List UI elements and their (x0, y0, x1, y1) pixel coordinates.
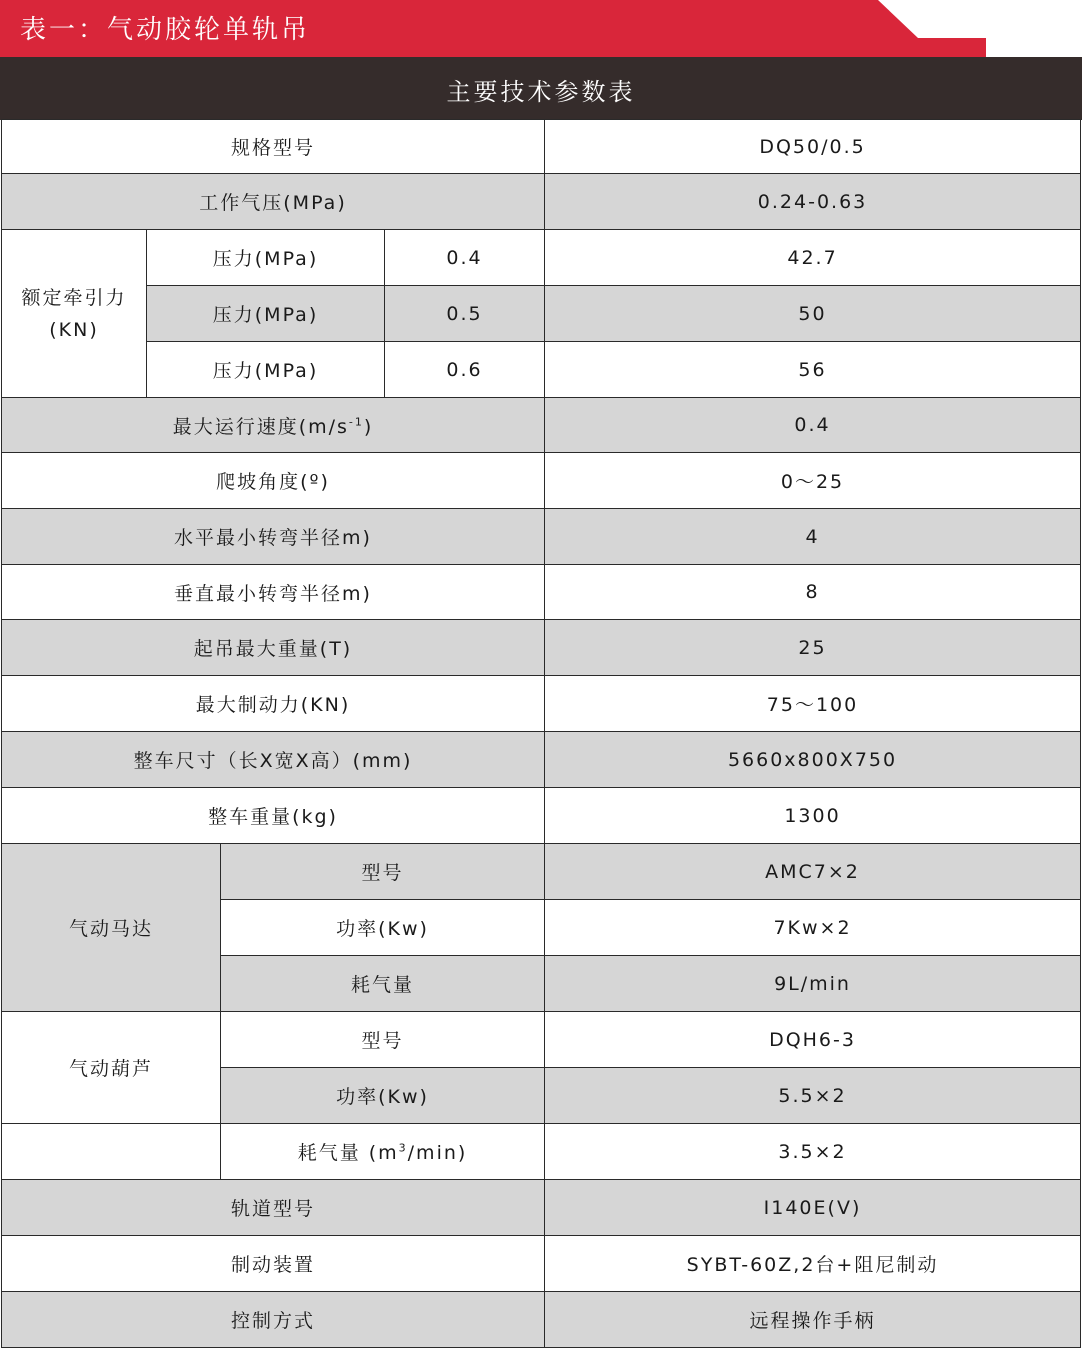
table-row (2, 788, 1081, 844)
row-value: 3.5×2 (545, 1124, 1081, 1180)
table-row (2, 342, 1081, 398)
superscript: -1 (348, 415, 364, 429)
row-label: 工作气压(MPa) (2, 174, 545, 230)
row-value: 5660x800X750 (545, 732, 1081, 788)
row-value: 56 (545, 342, 1081, 398)
row-value: AMC7×2 (545, 844, 1081, 900)
row-value: 1300 (545, 788, 1081, 844)
table-row (2, 286, 1081, 342)
traction-unit: (KN) (49, 318, 99, 341)
row-label: 制动装置 (2, 1236, 545, 1292)
row-label: 压力(MPa) (147, 286, 385, 342)
row-value: SYBT-60Z,2台+阻尼制动 (545, 1236, 1081, 1292)
row-value: 5.5×2 (545, 1068, 1081, 1124)
empty-cell (2, 1124, 221, 1180)
table-row (2, 1180, 1081, 1236)
table-row (2, 1292, 1081, 1348)
row-label: 功率(Kw) (221, 900, 545, 956)
banner-title: 表一：气动胶轮单轨吊 (20, 15, 311, 45)
row-value: 远程操作手柄 (545, 1292, 1081, 1348)
row-label: 整车重量(kg) (2, 788, 545, 844)
row-label: 规格型号 (2, 120, 545, 174)
table-row (2, 676, 1081, 732)
superscript: 3 (398, 1141, 408, 1155)
table-row (2, 1236, 1081, 1292)
row-label: 功率(Kw) (221, 1068, 545, 1124)
row-value: 0.4 (545, 398, 1081, 453)
row-value: DQ50/0.5 (545, 120, 1081, 174)
table-row (2, 398, 1081, 453)
table-row (2, 174, 1081, 230)
row-label: 耗气量 (221, 956, 545, 1012)
row-pressure: 0.4 (385, 230, 545, 286)
table-row (2, 120, 1081, 174)
spec-table (1, 119, 1081, 1348)
row-label: 爬坡角度(º) (2, 453, 545, 509)
row-pressure: 0.6 (385, 342, 545, 398)
table-row (2, 1012, 1081, 1068)
title-banner (0, 0, 986, 57)
row-value: 8 (545, 565, 1081, 620)
table-row (2, 732, 1081, 788)
table-row (2, 620, 1081, 676)
motor-group-label: 气动马达 (2, 844, 221, 1012)
row-label: 型号 (221, 1012, 545, 1068)
row-value: I140E(V) (545, 1180, 1081, 1236)
traction-group-label (2, 230, 147, 398)
row-label: 最大运行速度$(m/s^{-1})$ (2, 398, 545, 453)
row-value: 9L/min (545, 956, 1081, 1012)
table-header: 主要技术参数表 (0, 57, 1082, 120)
row-label: 耗气量 $(m^3/\min)$ (221, 1124, 545, 1180)
table-row (2, 565, 1081, 620)
row-value: 7Kw×2 (545, 900, 1081, 956)
row-value: 42.7 (545, 230, 1081, 286)
row-label: 型号 (221, 844, 545, 900)
row-label: 垂直最小转弯半径m) (2, 565, 545, 620)
hoist-group-label: 气动葫芦 (2, 1012, 221, 1124)
table-row (2, 230, 1081, 286)
row-label: 水平最小转弯半径m) (2, 509, 545, 565)
row-label: 整车尺寸（长X宽X高）(mm) (2, 732, 545, 788)
table-row (2, 844, 1081, 900)
row-label: 起吊最大重量(T) (2, 620, 545, 676)
traction-label: 额定牵引力 (21, 286, 127, 309)
row-label: 最大制动力(KN) (2, 676, 545, 732)
row-value: 50 (545, 286, 1081, 342)
row-value: 75～100 (545, 676, 1081, 732)
row-value: 0～25 (545, 453, 1081, 509)
table-row (2, 453, 1081, 509)
row-label: 压力(MPa) (147, 342, 385, 398)
table-row (2, 509, 1081, 565)
row-label: 控制方式 (2, 1292, 545, 1348)
row-label: 压力(MPa) (147, 230, 385, 286)
table-row (2, 1124, 1081, 1180)
row-value: DQH6-3 (545, 1012, 1081, 1068)
row-value: 25 (545, 620, 1081, 676)
row-value: 4 (545, 509, 1081, 565)
row-value: 0.24-0.63 (545, 174, 1081, 230)
row-label: 轨道型号 (2, 1180, 545, 1236)
row-pressure: 0.5 (385, 286, 545, 342)
